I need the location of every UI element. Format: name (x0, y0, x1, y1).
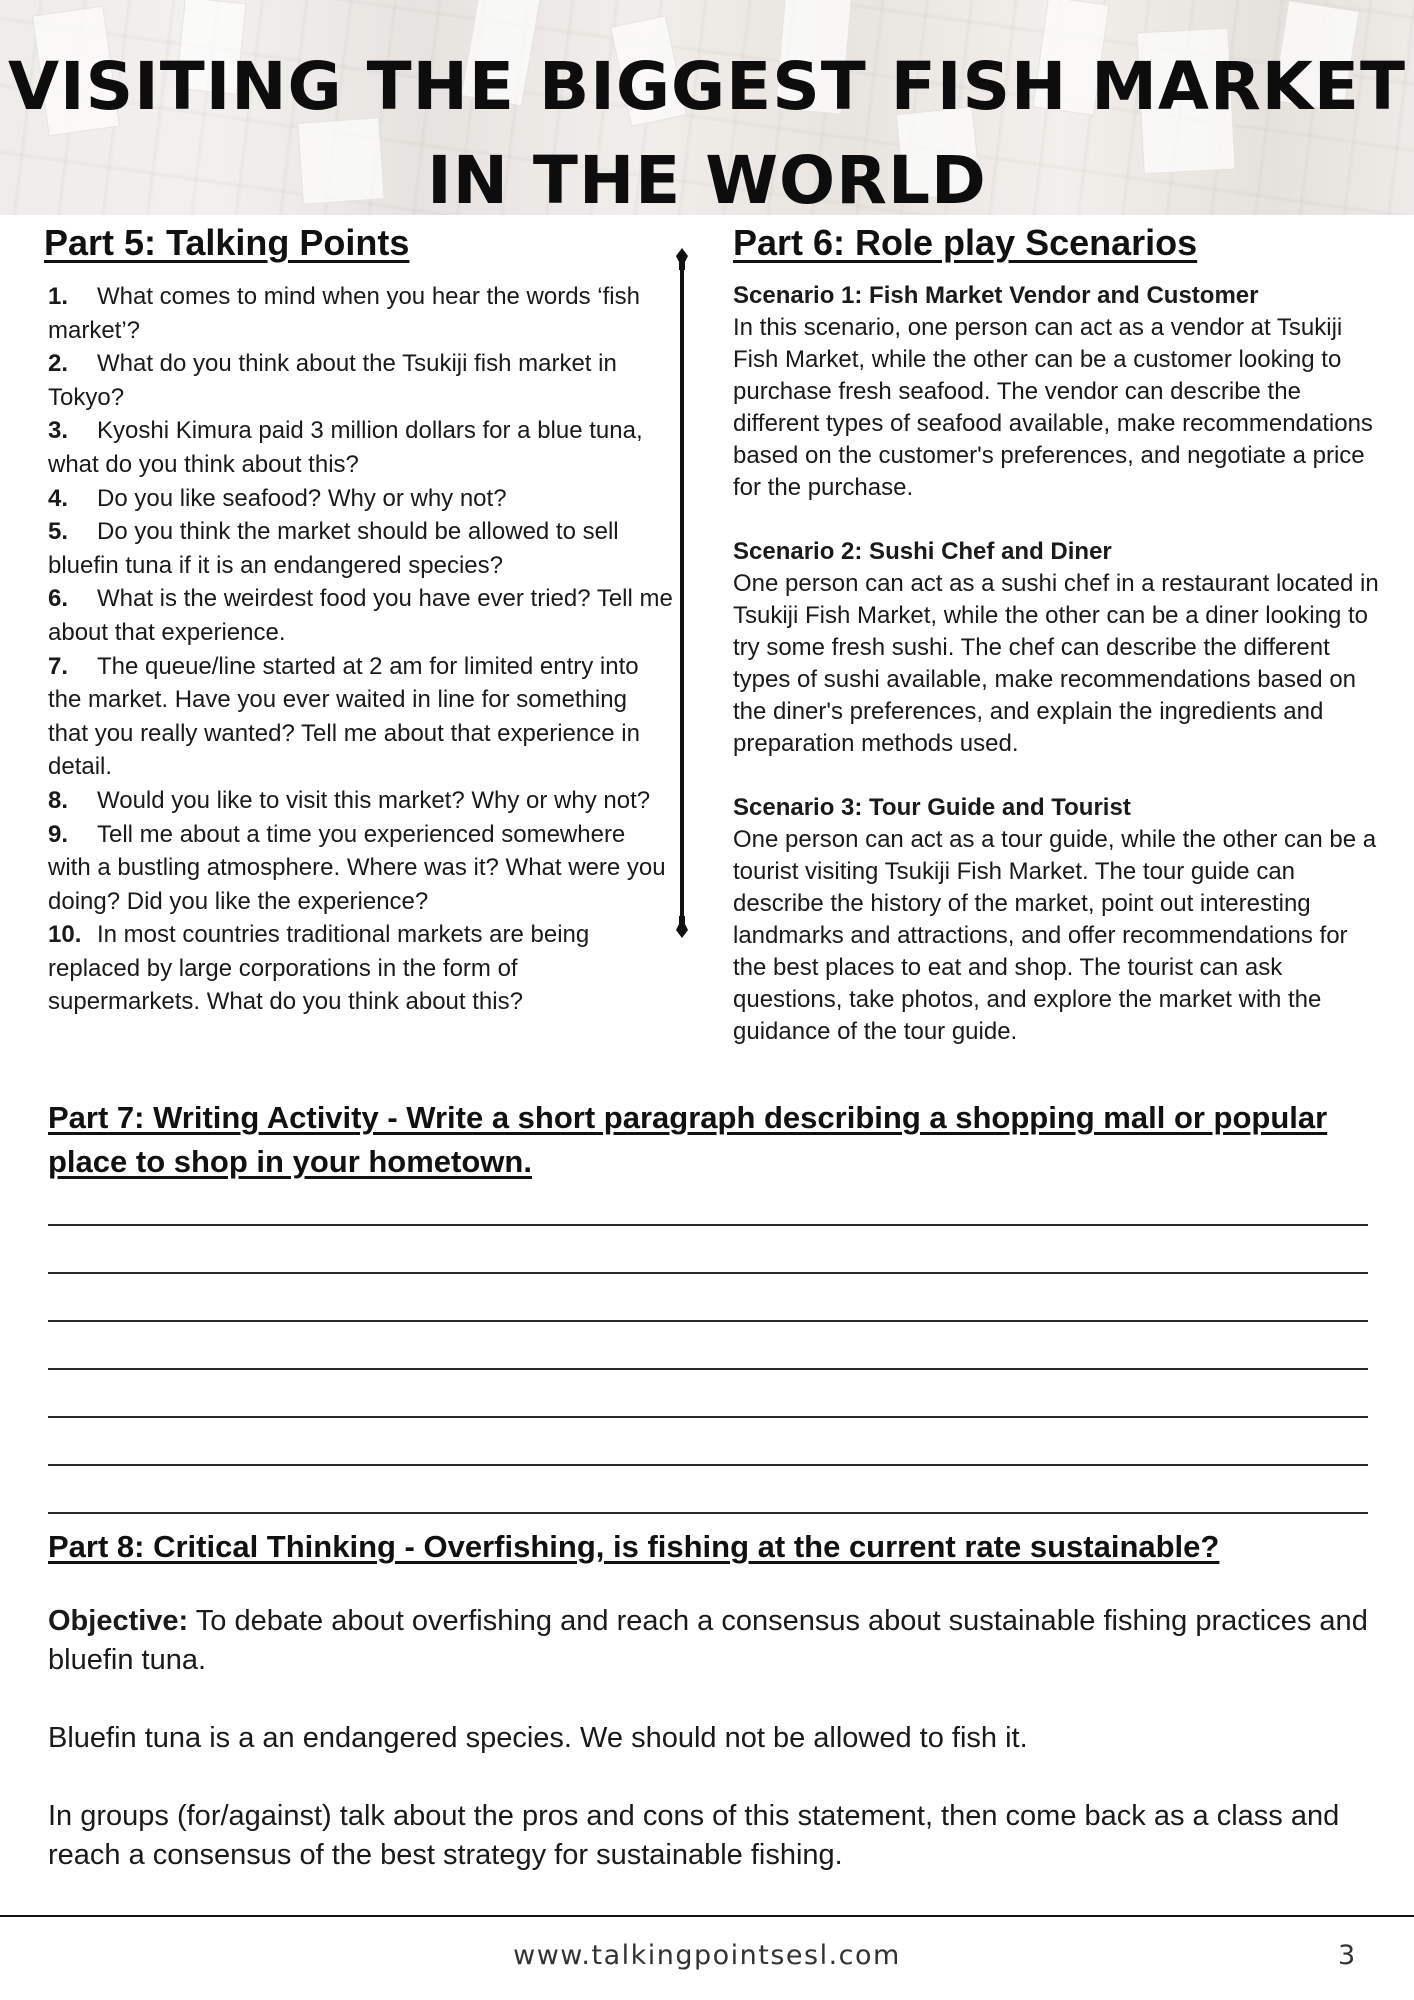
talking-point-item (48, 918, 673, 1019)
part5-title: Part 5: Talking Points (44, 222, 410, 263)
talking-point-text: Would you like to visit this market? Why or why not? (97, 786, 651, 814)
talking-point-item (48, 818, 673, 919)
talking-point-text: Kyoshi Kimura paid 3 million dollars for a blue tuna, what do you think about this? (48, 417, 643, 478)
talking-point-number: 2. (48, 350, 69, 378)
talking-point-item (48, 784, 673, 818)
talking-point-text: Tell me about a time you experienced somewhere with a bustling atmosphere. Where was it? What were you doing? Did you like the experience? (48, 820, 666, 915)
scenario-text: One person can act as a sushi chef in a restaurant located in Tsukiji Fish Market, while the other can be a diner looking to try some fresh sushi. The chef can describe the different types of sushi available, make recommendations based on the diner's preferences, and explain the ingredients and preparation methods used. (733, 570, 1379, 757)
scenario-text: One person can act as a tour guide, while the other can be a tourist visiting Tsukiji Fish Market. The tour guide can describe the history of the market, point out interesting landmarks and attractions, and offer recommendations for the best places to eat and shop. The tourist can ask questions, take photos, and explore the market with the guidance of the tour guide. (733, 826, 1377, 1045)
writing-line[interactable] (48, 1272, 1368, 1274)
talking-point-number: 7. (48, 652, 69, 680)
column-divider-icon (676, 248, 688, 938)
part6-title: Part 6: Role play Scenarios (733, 222, 1198, 263)
debate-statement: Bluefin tuna is a an endangered species. We should not be allowed to fish it. (48, 1722, 1028, 1754)
talking-points-list (48, 280, 673, 1019)
part7-title: Part 7: Writing Activity - Write a short paragraph describing a shopping mall or popular place to shop in your hometown. (48, 1100, 1328, 1179)
scenario-title: Scenario 1: Fish Market Vendor and Customer (733, 282, 1259, 309)
page-number: 3 (1338, 1940, 1356, 1971)
scenario-block (733, 536, 1383, 760)
talking-point-item (48, 582, 673, 649)
header-banner (0, 0, 1414, 215)
objective-paragraph (48, 1602, 1378, 1680)
objective-text: To debate about overfishing and reach a consensus about sustainable fishing practices and bluefin tuna. (48, 1605, 1368, 1676)
footer-url[interactable]: www.talkingpointsesl.com (513, 1940, 901, 1971)
talking-point-number: 8. (48, 786, 69, 814)
talking-point-item (48, 280, 673, 347)
talking-point-text: Do you think the market should be allowed to sell bluefin tuna if it is an endangered species? (48, 518, 619, 579)
writing-line[interactable] (48, 1320, 1368, 1322)
footer-divider (0, 1915, 1414, 1917)
talking-point-number: 1. (48, 283, 69, 310)
talking-point-number: 10. (48, 921, 82, 949)
talking-point-item (48, 650, 673, 784)
talking-point-number: 9. (48, 820, 69, 848)
part8-title: Part 8: Critical Thinking - Overfishing, is fishing at the current rate sustainable? (48, 1529, 1220, 1564)
part8-body (48, 1602, 1378, 1914)
talking-point-number: 6. (48, 585, 69, 613)
writing-line[interactable] (48, 1464, 1368, 1466)
talking-point-item (48, 347, 673, 414)
talking-point-text: The queue/line started at 2 am for limited entry into the market. Have you ever waited in line for something that you really wanted? Tell me about that experience in detail. (48, 652, 640, 781)
objective-label: Objective: (48, 1605, 189, 1637)
scenario-title: Scenario 3: Tour Guide and Tourist (733, 794, 1131, 821)
talking-point-number: 3. (48, 417, 69, 445)
writing-line[interactable] (48, 1512, 1368, 1514)
talking-point-number: 4. (48, 484, 69, 512)
talking-point-text: Do you like seafood? Why or why not? (97, 484, 507, 512)
talking-point-number: 5. (48, 518, 69, 546)
talking-point-text: What comes to mind when you hear the words ‘fish market’? (48, 283, 640, 344)
scenario-title: Scenario 2: Sushi Chef and Diner (733, 538, 1112, 565)
scenario-text: In this scenario, one person can act as a vendor at Tsukiji Fish Market, while the other can be a customer looking to purchase fresh seafood. The vendor can describe the different types of seafood available, make recommendations based on the customer's preferences, and negotiate a price for the purchase. (733, 314, 1373, 501)
talking-point-item (48, 515, 673, 582)
writing-line[interactable] (48, 1224, 1368, 1226)
talking-point-item (48, 482, 673, 516)
talking-point-item (48, 414, 673, 481)
debate-instructions: In groups (for/against) talk about the pros and cons of this statement, then come back as a class and reach a consensus of the best strategy for sustainable fishing. (48, 1800, 1340, 1871)
talking-point-text: What is the weirdest food you have ever tried? Tell me about that experience. (48, 585, 673, 646)
writing-line[interactable] (48, 1368, 1368, 1370)
page-title: VISITING THE BIGGEST FISH MARKET IN THE WORLD (7, 48, 1407, 215)
roleplay-scenarios (733, 280, 1383, 1080)
scenario-block (733, 280, 1383, 504)
writing-line[interactable] (48, 1416, 1368, 1418)
talking-point-text: In most countries traditional markets are being replaced by large corporations in the form of supermarkets. What do you think about this? (48, 921, 590, 1016)
talking-point-text: What do you think about the Tsukiji fish market in Tokyo? (48, 350, 617, 411)
scenario-block (733, 792, 1383, 1048)
